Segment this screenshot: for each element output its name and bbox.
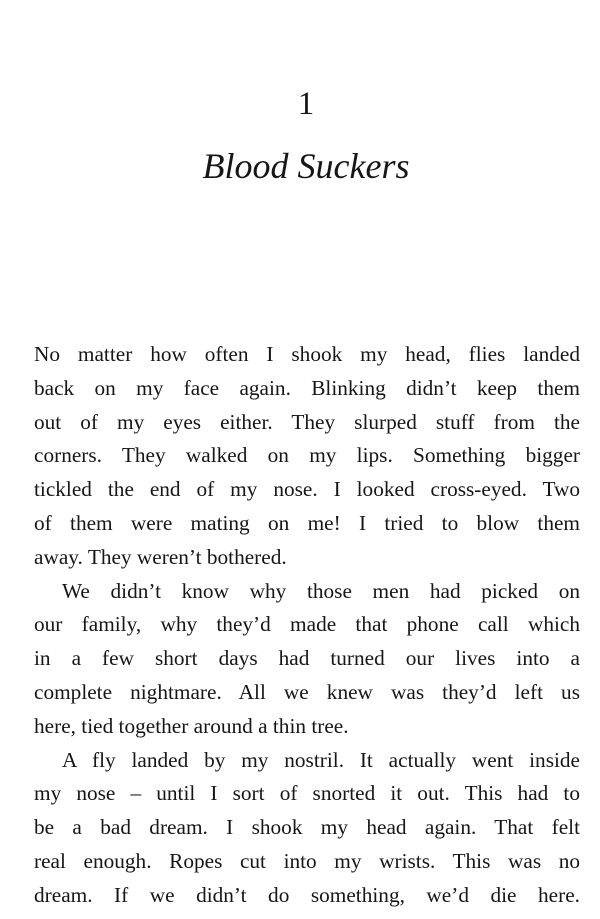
- text-line-paragraph-start: We didn’t know why those men had picked on: [62, 578, 580, 603]
- text-line: our family, why they’d made that phone call which: [34, 612, 580, 637]
- text-line: tickled the end of my nose. I looked cross-eyed. Two: [34, 477, 580, 502]
- chapter-number: 1: [297, 86, 315, 122]
- text-line: No matter how often I shook my head, flies landed: [34, 342, 580, 366]
- text-line: corners. They walked on my lips. Something bigger: [34, 443, 580, 468]
- text-line-paragraph-end: away. They weren’t bothered.: [34, 544, 287, 569]
- chapter-body: [34, 338, 580, 913]
- text-line: complete nightmare. All we knew was they’d left us: [34, 679, 580, 704]
- text-line: out of my eyes either. They slurped stuff from the: [34, 409, 580, 434]
- text-line: dream. If we didn’t do something, we’d die here.: [34, 882, 580, 907]
- text-line: in a few short days had turned our lives into a: [34, 646, 580, 671]
- text-line: real enough. Ropes cut into my wrists. This was no: [34, 848, 580, 873]
- text-line: back on my face again. Blinking didn’t keep them: [34, 375, 580, 400]
- chapter-title: Blood Suckers: [202, 146, 410, 186]
- text-line: be a bad dream. I shook my head again. That felt: [34, 815, 580, 840]
- text-line-paragraph-start: A fly landed by my nostril. It actually went inside: [62, 747, 580, 772]
- text-line-paragraph-end: here, tied together around a thin tree.: [34, 713, 349, 738]
- text-line: my nose – until I sort of snorted it out. This had to: [34, 781, 580, 806]
- text-line: of them were mating on me! I tried to blow them: [34, 510, 580, 535]
